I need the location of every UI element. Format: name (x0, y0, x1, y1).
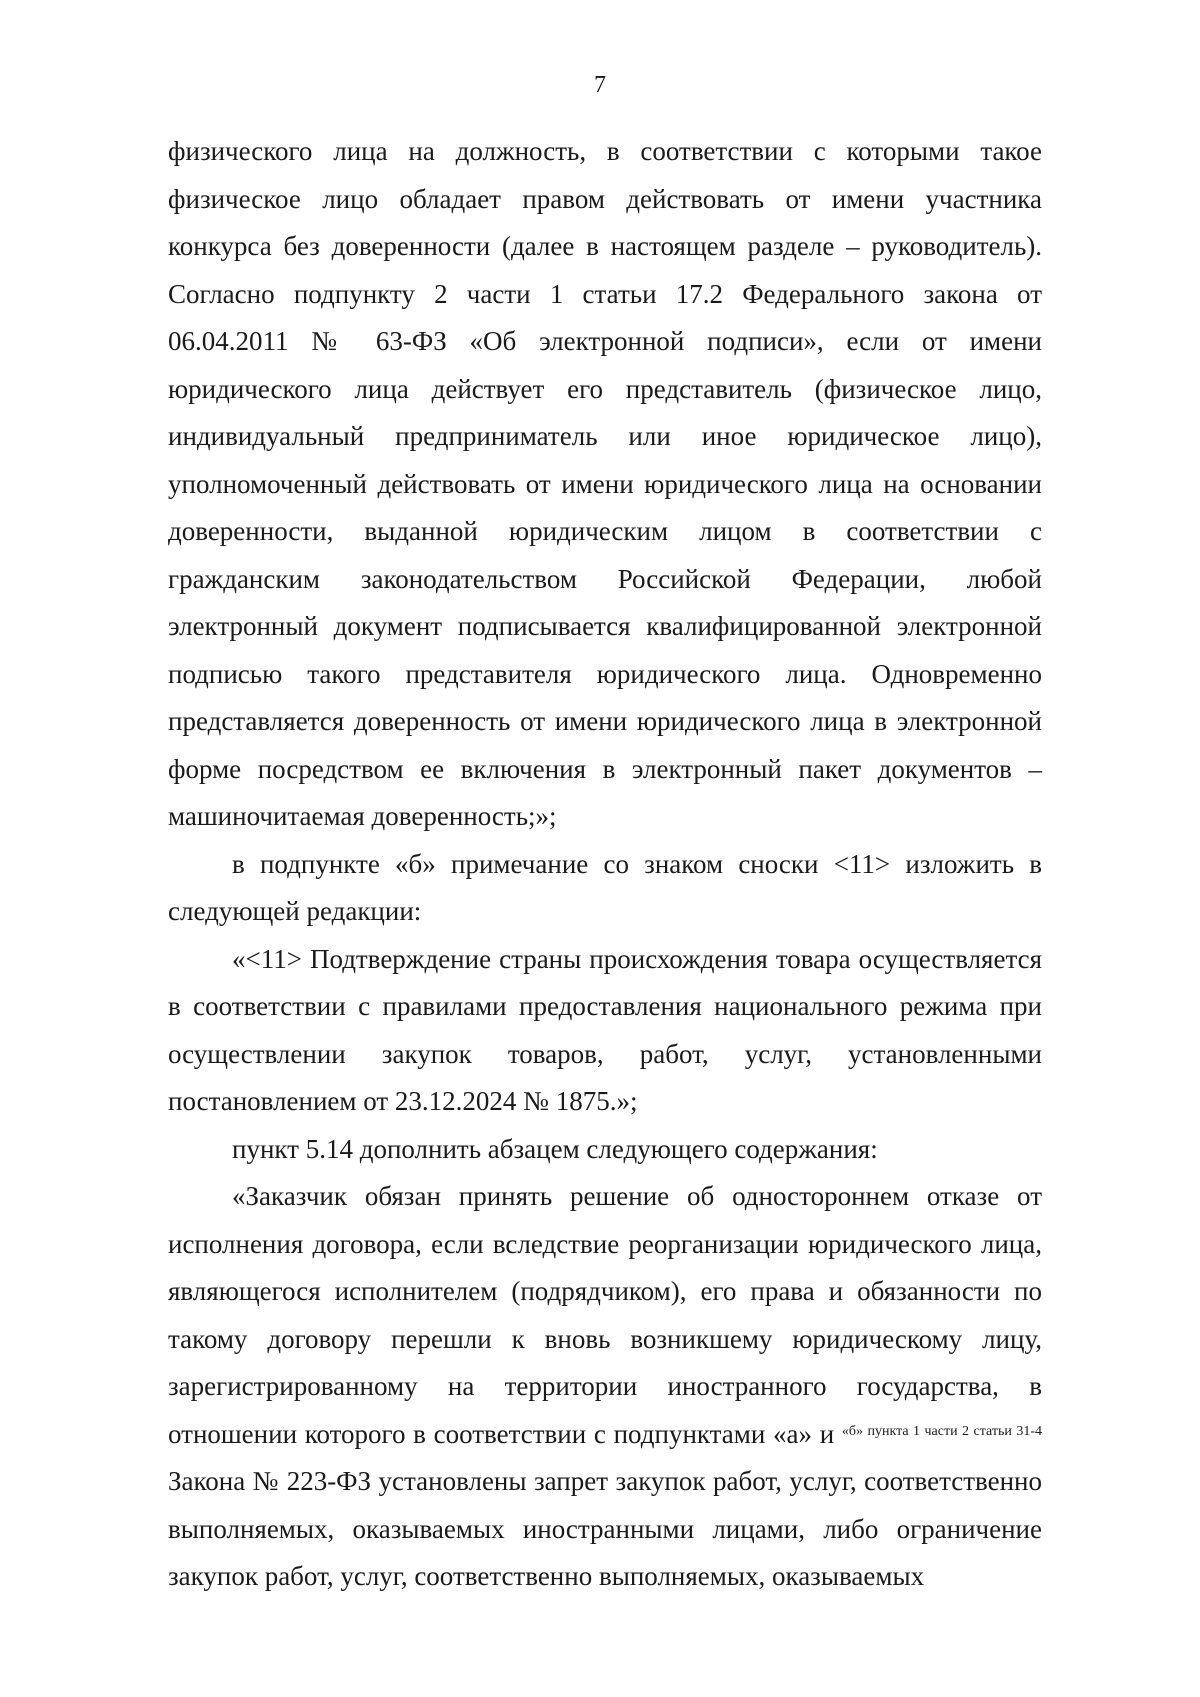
page-number: 7 (594, 72, 606, 98)
paragraph-customer-obligation (168, 1173, 1042, 1601)
paragraph-footnote-11: «<11> Подтверждение страны происхождения товара осуществляется в соответствии с правилами предоставления национального режима при осуществлении закупок товаров, работ, услуг, установленными постановлением от 23.12.2024 № 1875.»; (168, 943, 1042, 1116)
small-inline-text: «б» пункта 1 части 2 статьи 31-4 (841, 1423, 1042, 1439)
paragraph-text-before: «Заказчик обязан принять решение об одностороннем отказе от исполнения договора, если вследствие реорганизации юридического лица, являющегося исполнителем (подрядчиком), его права и обязанности по такому договору перешли к вновь возникшему юридическому лицу, зарегистрированному на территории иностранного государства, в отношении которого в соответствии с подпунктами «а» и (168, 1181, 1042, 1449)
paragraph-continuation: физического лица на должность, в соответствии с которыми такое физическое лицо обладает правом действовать от имени участника конкурса без доверенности (далее в настоящем разделе – руководитель). Согласно подпункту 2 части 1 статьи 17.2 Федерального закона от 06.04.2011 № 63-ФЗ «Об электронной подписи», если от имени юридического лица действует его представитель (физическое лицо, индивидуальный предприниматель или иное юридическое лицо), уполномоченный действовать от имени юридического лица на основании доверенности, выданной юридическим лицом в соответствии с гражданским законодательством Российской Федерации, любой электронный документ подписывается квалифицированной электронной подписью такого представителя юридического лица. Одновременно представляется доверенность от имени юридического лица в электронной форме посредством ее включения в электронный пакет документов – машиночитаемая доверенность;»; (168, 136, 1042, 831)
paragraph-item-5-14: пункт 5.14 дополнить абзацем следующего содержания: (232, 1133, 878, 1164)
paragraph-text-after: Закона № 223-ФЗ установлены запрет закупок работ, услуг, соответственно выполняемых, оказываемых иностранными лицами, либо ограничение закупок работ, услуг, соответственно выполняемых, оказываемых (168, 1466, 1042, 1591)
document-body (168, 128, 1042, 1601)
paragraph-subitem-b: в подпункте «б» примечание со знаком сноски <11> изложить в следующей редакции: (168, 848, 1042, 926)
